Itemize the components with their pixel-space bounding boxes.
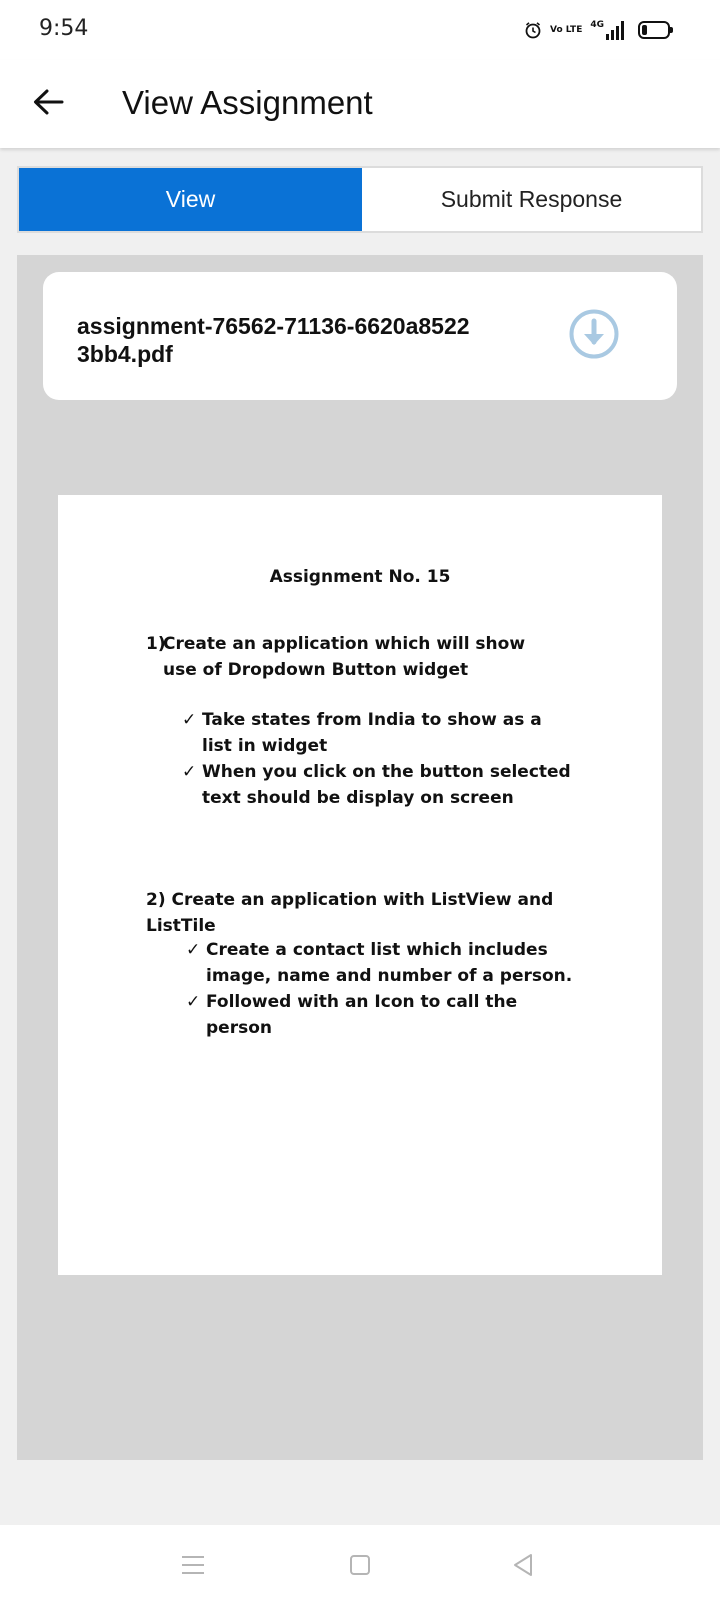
list-item (186, 989, 576, 1041)
tab-submit-response[interactable]: Submit Response (362, 168, 701, 231)
file-name: assignment-76562-71136-6620a85223bb4.pdf (77, 313, 470, 367)
home-square-icon (348, 1553, 372, 1577)
question-2: 2) Create an application with ListView and ListTile (146, 890, 554, 936)
alarm-icon (524, 21, 542, 39)
bullet-text: When you click on the button selected text should be display on screen (202, 762, 571, 808)
back-button[interactable] (28, 80, 68, 124)
list-item (186, 937, 576, 989)
status-bar (0, 0, 720, 60)
question-text: Create an application which will show use of Dropdown Button widget (163, 634, 526, 680)
tab-bar (17, 166, 703, 233)
checkmark-icon: ✓ (182, 762, 197, 782)
recents-button[interactable] (173, 1545, 213, 1585)
app-bar (0, 60, 720, 148)
battery-icon (638, 21, 670, 39)
signal-icon (590, 20, 624, 40)
download-icon (568, 308, 620, 360)
download-button[interactable] (568, 308, 620, 360)
bullet-text: Followed with an Icon to call the person (206, 992, 518, 1038)
volte-icon: Vo LTE (550, 25, 583, 35)
bullet-text: Create a contact list which includes image, name and number of a person. (206, 940, 573, 986)
triangle-back-icon (511, 1552, 535, 1578)
system-nav-bar (0, 1525, 720, 1600)
question-number: 1) (146, 634, 166, 654)
checkmark-icon: ✓ (186, 992, 201, 1012)
tab-view[interactable]: View (19, 168, 362, 231)
home-button[interactable] (340, 1545, 380, 1585)
menu-icon (180, 1554, 206, 1576)
list-item (182, 707, 572, 759)
status-time: 9:54 (39, 16, 89, 41)
network-type-label: 4G (590, 20, 604, 30)
page-title: View Assignment (122, 84, 373, 121)
question-1-bullets (182, 707, 572, 811)
question-1 (146, 631, 586, 680)
status-icons (524, 20, 670, 40)
content-panel (17, 255, 703, 1460)
file-card[interactable] (43, 272, 677, 400)
list-item (182, 759, 572, 811)
bullet-text: Take states from India to show as a list in widget (202, 710, 542, 756)
checkmark-icon: ✓ (182, 710, 197, 730)
question-2-bullets (186, 937, 576, 1041)
system-back-button[interactable] (503, 1545, 543, 1585)
document-title: Assignment No. 15 (269, 567, 451, 587)
checkmark-icon: ✓ (186, 940, 201, 960)
arrow-left-icon (32, 88, 64, 116)
pdf-preview (58, 495, 662, 1275)
